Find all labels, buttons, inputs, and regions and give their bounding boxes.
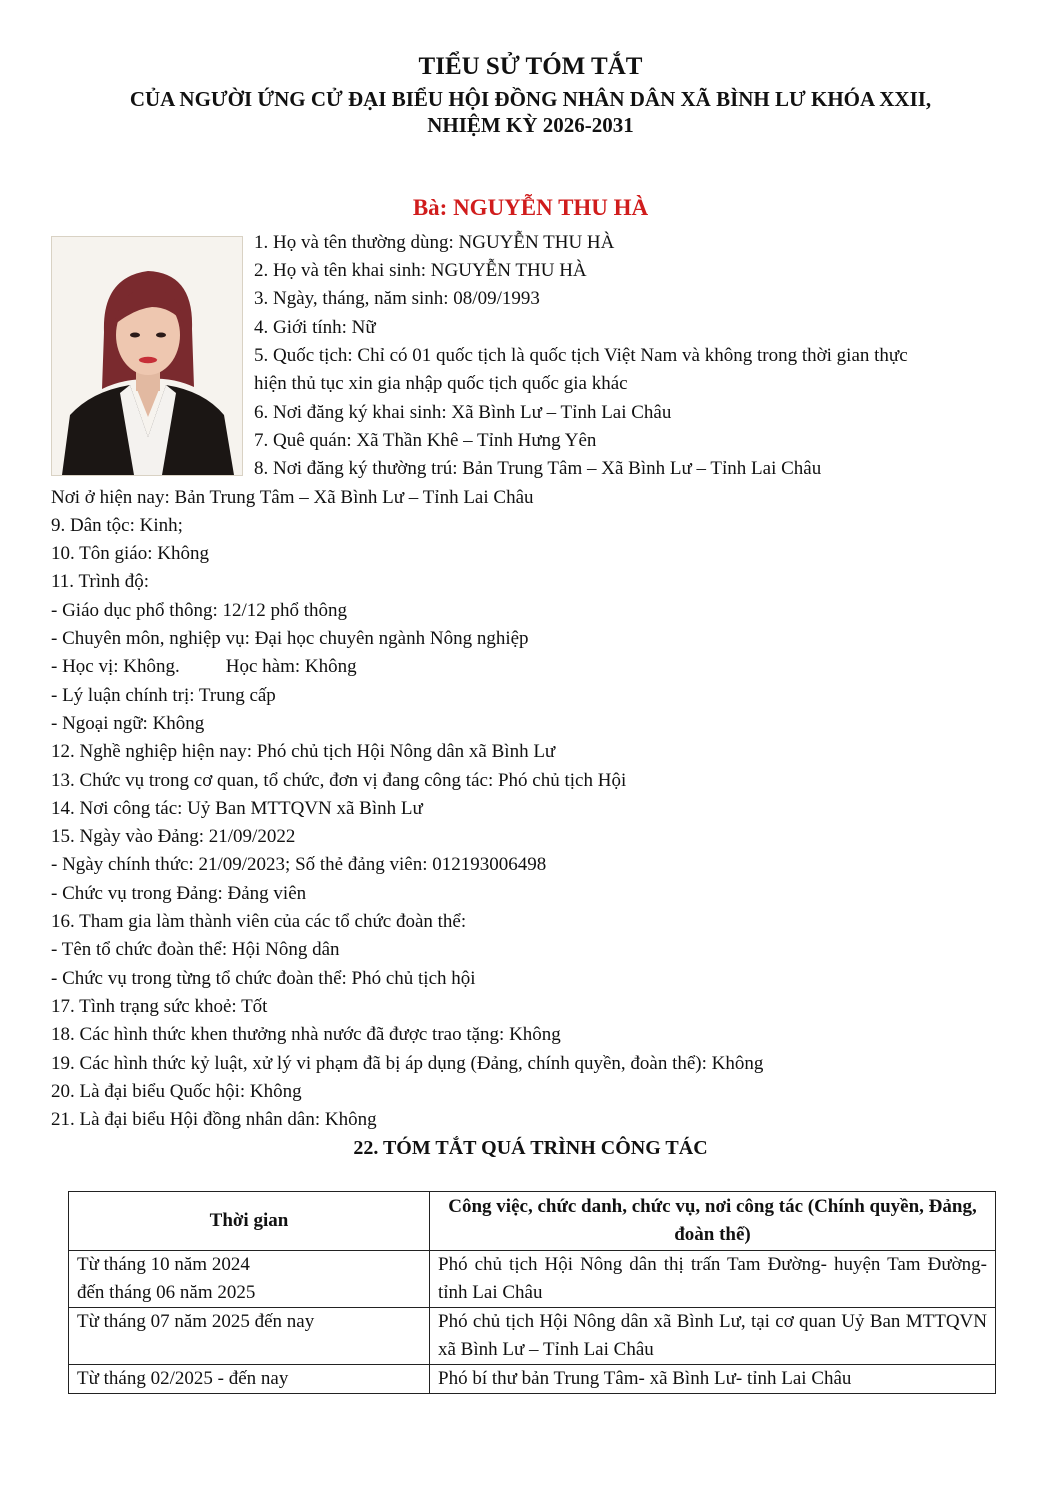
table-row (69, 1365, 996, 1394)
column-header-description: Công việc, chức danh, chức vụ, nơi công tác (Chính quyền, Đảng, đoàn thể) (430, 1192, 996, 1251)
info-org-role: - Chức vụ trong từng tổ chức đoàn thể: Phó chủ tịch hội (51, 968, 476, 989)
info-line-14: 14. Nơi công tác: Uỷ Ban MTTQVN xã Bình Lư (51, 798, 423, 819)
info-edu-degree: - Học vị: Không. (51, 656, 180, 677)
info-line-1: 1. Họ và tên thường dùng: NGUYỄN THU HÀ (254, 232, 615, 253)
row-time-cell (69, 1251, 430, 1308)
info-line-4: 4. Giới tính: Nữ (254, 317, 376, 338)
row-time-line: Từ tháng 10 năm 2024 (77, 1254, 250, 1275)
info-current-residence: Nơi ở hiện nay: Bản Trung Tâm – Xã Bình Lư – Tỉnh Lai Châu (51, 487, 534, 508)
document-title: TIỂU SỬ TÓM TẮT (418, 53, 643, 80)
info-line-13: 13. Chức vụ trong cơ quan, tổ chức, đơn vị đang công tác: Phó chủ tịch Hội (51, 770, 627, 791)
row-description-cell: Phó bí thư bản Trung Tâm- xã Bình Lư- tỉnh Lai Châu (430, 1365, 996, 1394)
info-line-3: 3. Ngày, tháng, năm sinh: 08/09/1993 (254, 288, 540, 309)
document-subtitle-line1: CỦA NGƯỜI ỨNG CỬ ĐẠI BIỂU HỘI ĐỒNG NHÂN DÂN XÃ BÌNH LƯ KHÓA XXII, (129, 87, 932, 111)
info-line-11: 11. Trình độ: (51, 571, 150, 592)
row-time-cell: Từ tháng 02/2025 - đến nay (69, 1365, 430, 1394)
info-line-17: 17. Tình trạng sức khoẻ: Tốt (51, 996, 268, 1017)
info-line-16: 16. Tham gia làm thành viên của các tổ chức đoàn thể: (51, 911, 467, 932)
info-edu-degree-row (51, 653, 357, 681)
info-edu-politics: - Lý luận chính trị: Trung cấp (51, 685, 276, 706)
info-line-18: 18. Các hình thức khen thưởng nhà nước đã được trao tặng: Không (51, 1024, 561, 1045)
info-line-10: 10. Tôn giáo: Không (51, 543, 209, 564)
candidate-name-heading: Bà: NGUYỄN THU HÀ (412, 195, 649, 220)
info-line-5a: 5. Quốc tịch: Chỉ có 01 quốc tịch là quốc tịch Việt Nam và không trong thời gian thực (254, 345, 908, 366)
info-party-role: - Chức vụ trong Đảng: Đảng viên (51, 883, 307, 904)
info-line-2: 2. Họ và tên khai sinh: NGUYỄN THU HÀ (254, 260, 587, 281)
info-line-6: 6. Nơi đăng ký khai sinh: Xã Bình Lư – Tỉnh Lai Châu (254, 402, 672, 423)
row-time-line: đến tháng 06 năm 2025 (77, 1282, 256, 1303)
info-edu-language: - Ngoại ngữ: Không (51, 713, 205, 734)
info-edu-general: - Giáo dục phổ thông: 12/12 phổ thông (51, 600, 348, 621)
candidate-portrait-photo (51, 236, 243, 476)
table-row (69, 1308, 996, 1365)
row-time-cell: Từ tháng 07 năm 2025 đến nay (69, 1308, 430, 1365)
info-edu-specialty: - Chuyên môn, nghiệp vụ: Đại học chuyên ngành Nông nghiệp (51, 628, 529, 649)
info-line-20: 20. Là đại biểu Quốc hội: Không (51, 1081, 302, 1102)
row-description-cell: Phó chủ tịch Hội Nông dân xã Bình Lư, tại cơ quan Uỷ Ban MTTQVN xã Bình Lư – Tỉnh Lai Châu (430, 1308, 996, 1365)
portrait-illustration (52, 237, 242, 475)
column-header-time: Thời gian (69, 1192, 430, 1251)
document-subtitle-line2: NHIỆM KỲ 2026-2031 (427, 113, 634, 137)
row-description-cell: Phó chủ tịch Hội Nông dân thị trấn Tam Đường- huyện Tam Đường- tỉnh Lai Châu (430, 1251, 996, 1308)
work-history-table (68, 1191, 996, 1394)
info-line-9: 9. Dân tộc: Kinh; (51, 515, 183, 536)
info-line-8: 8. Nơi đăng ký thường trú: Bản Trung Tâm – Xã Bình Lư – Tỉnh Lai Châu (254, 458, 822, 479)
info-org-name: - Tên tổ chức đoàn thể: Hội Nông dân (51, 939, 340, 960)
info-line-7: 7. Quê quán: Xã Thần Khê – Tỉnh Hưng Yên (254, 430, 597, 451)
table-header-row (69, 1192, 996, 1251)
info-line-15: 15. Ngày vào Đảng: 21/09/2022 (51, 826, 296, 847)
info-line-19: 19. Các hình thức kỷ luật, xử lý vi phạm đã bị áp dụng (Đảng, chính quyền, đoàn thể): Không (51, 1053, 764, 1074)
info-line-21: 21. Là đại biểu Hội đồng nhân dân: Không (51, 1109, 377, 1130)
info-line-12: 12. Nghề nghiệp hiện nay: Phó chủ tịch Hội Nông dân xã Bình Lư (51, 741, 556, 762)
table-row (69, 1251, 996, 1308)
info-line-5b: hiện thủ tục xin gia nhập quốc tịch quốc gia khác (254, 373, 628, 394)
info-party-official: - Ngày chính thức: 21/09/2023; Số thẻ đảng viên: 012193006498 (51, 854, 547, 875)
info-edu-title: Học hàm: Không (225, 656, 357, 677)
work-history-heading: 22. TÓM TẮT QUÁ TRÌNH CÔNG TÁC (353, 1137, 708, 1159)
